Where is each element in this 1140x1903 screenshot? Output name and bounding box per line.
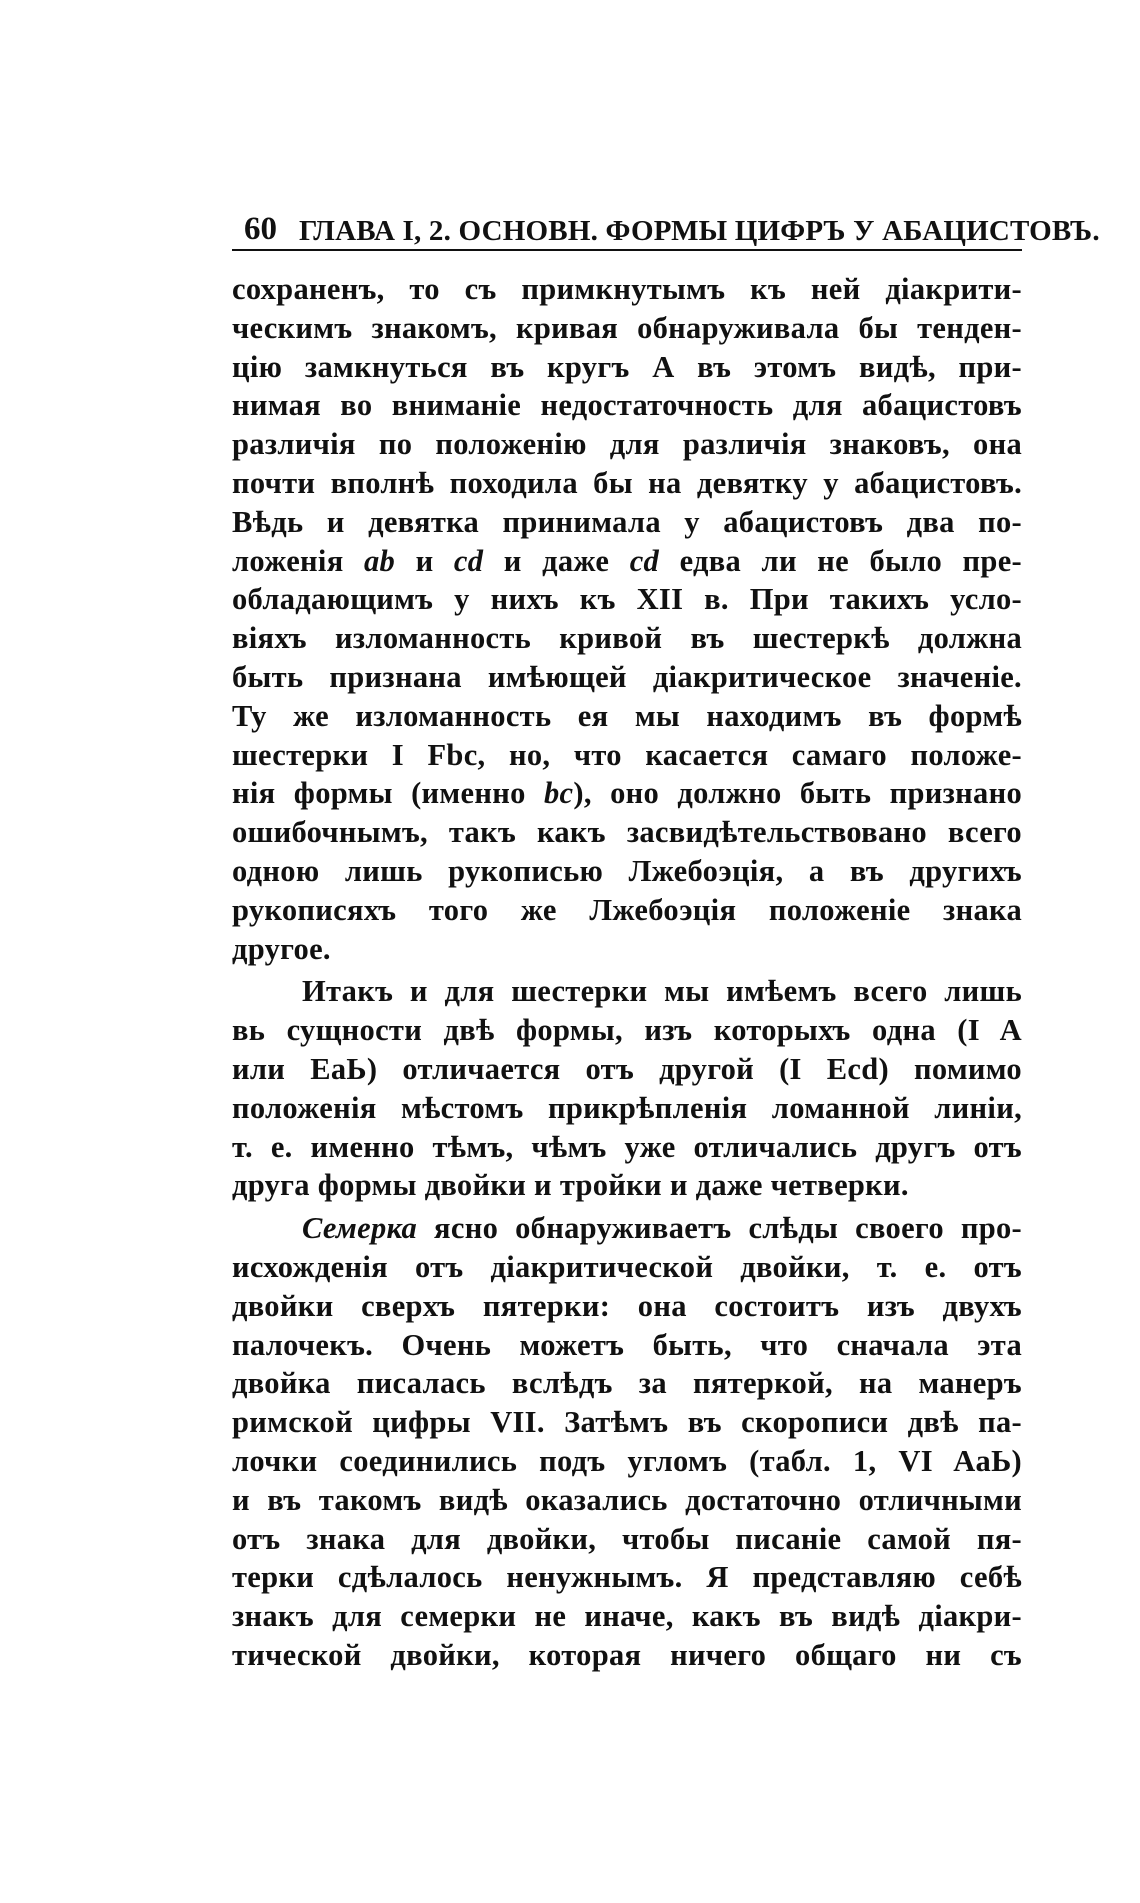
- italic-term: cd: [453, 543, 484, 578]
- text-line: [232, 1128, 1022, 1167]
- text-run: шестерки I Fbc, но, что касается самаго положе-: [232, 737, 1022, 772]
- text-line: [232, 1520, 1022, 1559]
- text-run: двойка писалась вслѣдъ за пятеркой, на манеръ: [232, 1366, 1022, 1401]
- text-line: [232, 1248, 1022, 1287]
- italic-term: cd: [629, 543, 660, 578]
- text-line: [232, 1442, 1022, 1481]
- text-line: [232, 1364, 1022, 1403]
- text-line: [232, 1636, 1022, 1675]
- text-run: нимая во вниманіе недостаточность для абацистовъ: [232, 388, 1022, 423]
- text-line: [232, 1287, 1022, 1326]
- text-line: [232, 972, 1022, 1011]
- text-line: [232, 425, 1022, 464]
- text-run: віяхъ изломанность кривой въ шестеркѣ должна: [232, 621, 1022, 656]
- text-run: ясно обнаруживаетъ слѣды своего про-: [417, 1211, 1022, 1246]
- text-run: цію замкнуться въ кругъ А въ этомъ видѣ, при-: [232, 349, 1022, 384]
- text-line: [232, 542, 1022, 581]
- text-line: [232, 1558, 1022, 1597]
- text-line: [232, 1089, 1022, 1128]
- text-run: знакъ для семерки не иначе, какъ въ видѣ діакри-: [232, 1599, 1022, 1634]
- body-text: [232, 270, 1022, 1675]
- text-run: одною лишь рукописью Лжебоэція, а въ другихъ: [232, 853, 1022, 888]
- text-run: нія формы (именно: [232, 776, 544, 811]
- text-line: [232, 348, 1022, 387]
- text-line: [232, 1166, 1022, 1205]
- text-run: ложенія: [232, 543, 364, 578]
- text-line: [232, 697, 1022, 736]
- text-line: [232, 270, 1022, 309]
- text-line: [232, 1209, 1022, 1248]
- text-run: ), оно должно быть признано: [573, 776, 1022, 811]
- text-line: [232, 309, 1022, 348]
- text-line: [232, 1403, 1022, 1442]
- text-line: [232, 580, 1022, 619]
- text-line: [232, 852, 1022, 891]
- text-run: терки сдѣлалось ненужнымъ. Я представляю себѣ: [232, 1560, 1022, 1595]
- text-run: положенія мѣстомъ прикрѣпленія ломанной линіи,: [232, 1090, 1022, 1125]
- text-line: [232, 774, 1022, 813]
- page-number: 60: [244, 211, 277, 247]
- text-run: отъ знака для двойки, чтобы писаніе самой пя-: [232, 1521, 1022, 1556]
- text-line: [232, 813, 1022, 852]
- text-run: и даже: [483, 543, 630, 578]
- text-run: двойки сверхъ пятерки: она состоитъ изъ двухъ: [232, 1288, 1022, 1323]
- text-line: [232, 1481, 1022, 1520]
- text-run: тической двойки, которая ничего общаго ни съ: [232, 1637, 1022, 1672]
- text-line: [232, 619, 1022, 658]
- text-run: палочекъ. Очень можетъ быть, что сначала эта: [232, 1327, 1022, 1362]
- text-run: различія по положенію для различія знаковъ, она: [232, 427, 1022, 462]
- text-run: или EaЬ) отличается отъ другой (I Ecd) помимо: [232, 1051, 1022, 1086]
- text-run: ошибочнымъ, такъ какъ засвидѣтельствовано всего: [232, 815, 1022, 850]
- text-line: [232, 658, 1022, 697]
- text-run: Вѣдь и девятка принимала у абацистовъ два по-: [232, 504, 1022, 539]
- text-run: почти вполнѣ походила бы на девятку у абацистовъ.: [232, 465, 1022, 500]
- text-line: [232, 1011, 1022, 1050]
- running-head: ГЛАВА I, 2. ОСНОВН. ФОРМЫ ЦИФРЪ У АБАЦИСТОВЪ.: [299, 215, 1100, 247]
- italic-term: bc: [543, 776, 574, 811]
- text-run: римской цифры VII. Затѣмъ въ скорописи двѣ па-: [232, 1405, 1022, 1440]
- text-run: Ту же изломанность ея мы находимъ въ формѣ: [232, 698, 1022, 733]
- text-run: т. е. именно тѣмъ, чѣмъ уже отличались другъ отъ: [232, 1129, 1022, 1164]
- text-line: [232, 1326, 1022, 1365]
- page-header: [232, 202, 1100, 247]
- italic-term: ab: [363, 543, 396, 578]
- text-run: и: [395, 543, 454, 578]
- text-line: [232, 891, 1022, 930]
- text-line: [232, 930, 1022, 969]
- text-run: рукописяхъ того же Лжебоэція положеніе знака: [232, 892, 1022, 927]
- text-run: сохраненъ, то съ примкнутымъ къ ней діакрити-: [232, 272, 1022, 306]
- text-run: ческимъ знакомъ, кривая обнаруживала бы тенден-: [232, 310, 1022, 345]
- text-run: обладающимъ у нихъ къ XII в. При такихъ усло-: [232, 582, 1022, 617]
- text-line: [232, 386, 1022, 425]
- text-run: и въ такомъ видѣ оказались достаточно отличными: [232, 1482, 1022, 1517]
- text-run: Итакъ и для шестерки мы имѣемъ всего лишь: [302, 974, 1022, 1009]
- text-line: [232, 464, 1022, 503]
- text-run: исхожденія отъ діакритической двойки, т. е. отъ: [232, 1249, 1022, 1284]
- text-run: едва ли не было пре-: [659, 543, 1022, 578]
- text-run: другое.: [232, 931, 331, 966]
- text-run: друга формы двойки и тройки и даже четверки.: [232, 1168, 909, 1203]
- italic-term: Семерка: [302, 1211, 418, 1246]
- text-run: вь сущности двѣ формы, изъ которыхъ одна (I A: [232, 1013, 1022, 1048]
- text-line: [232, 503, 1022, 542]
- text-line: [232, 1597, 1022, 1636]
- text-line: [232, 1050, 1022, 1089]
- text-run: лочки соединились подъ угломъ (табл. 1, VI AaЬ): [232, 1443, 1022, 1478]
- header-rule: [232, 249, 1022, 251]
- text-run: быть признана имѣющей діакритическое значеніе.: [232, 659, 1022, 694]
- text-line: [232, 736, 1022, 775]
